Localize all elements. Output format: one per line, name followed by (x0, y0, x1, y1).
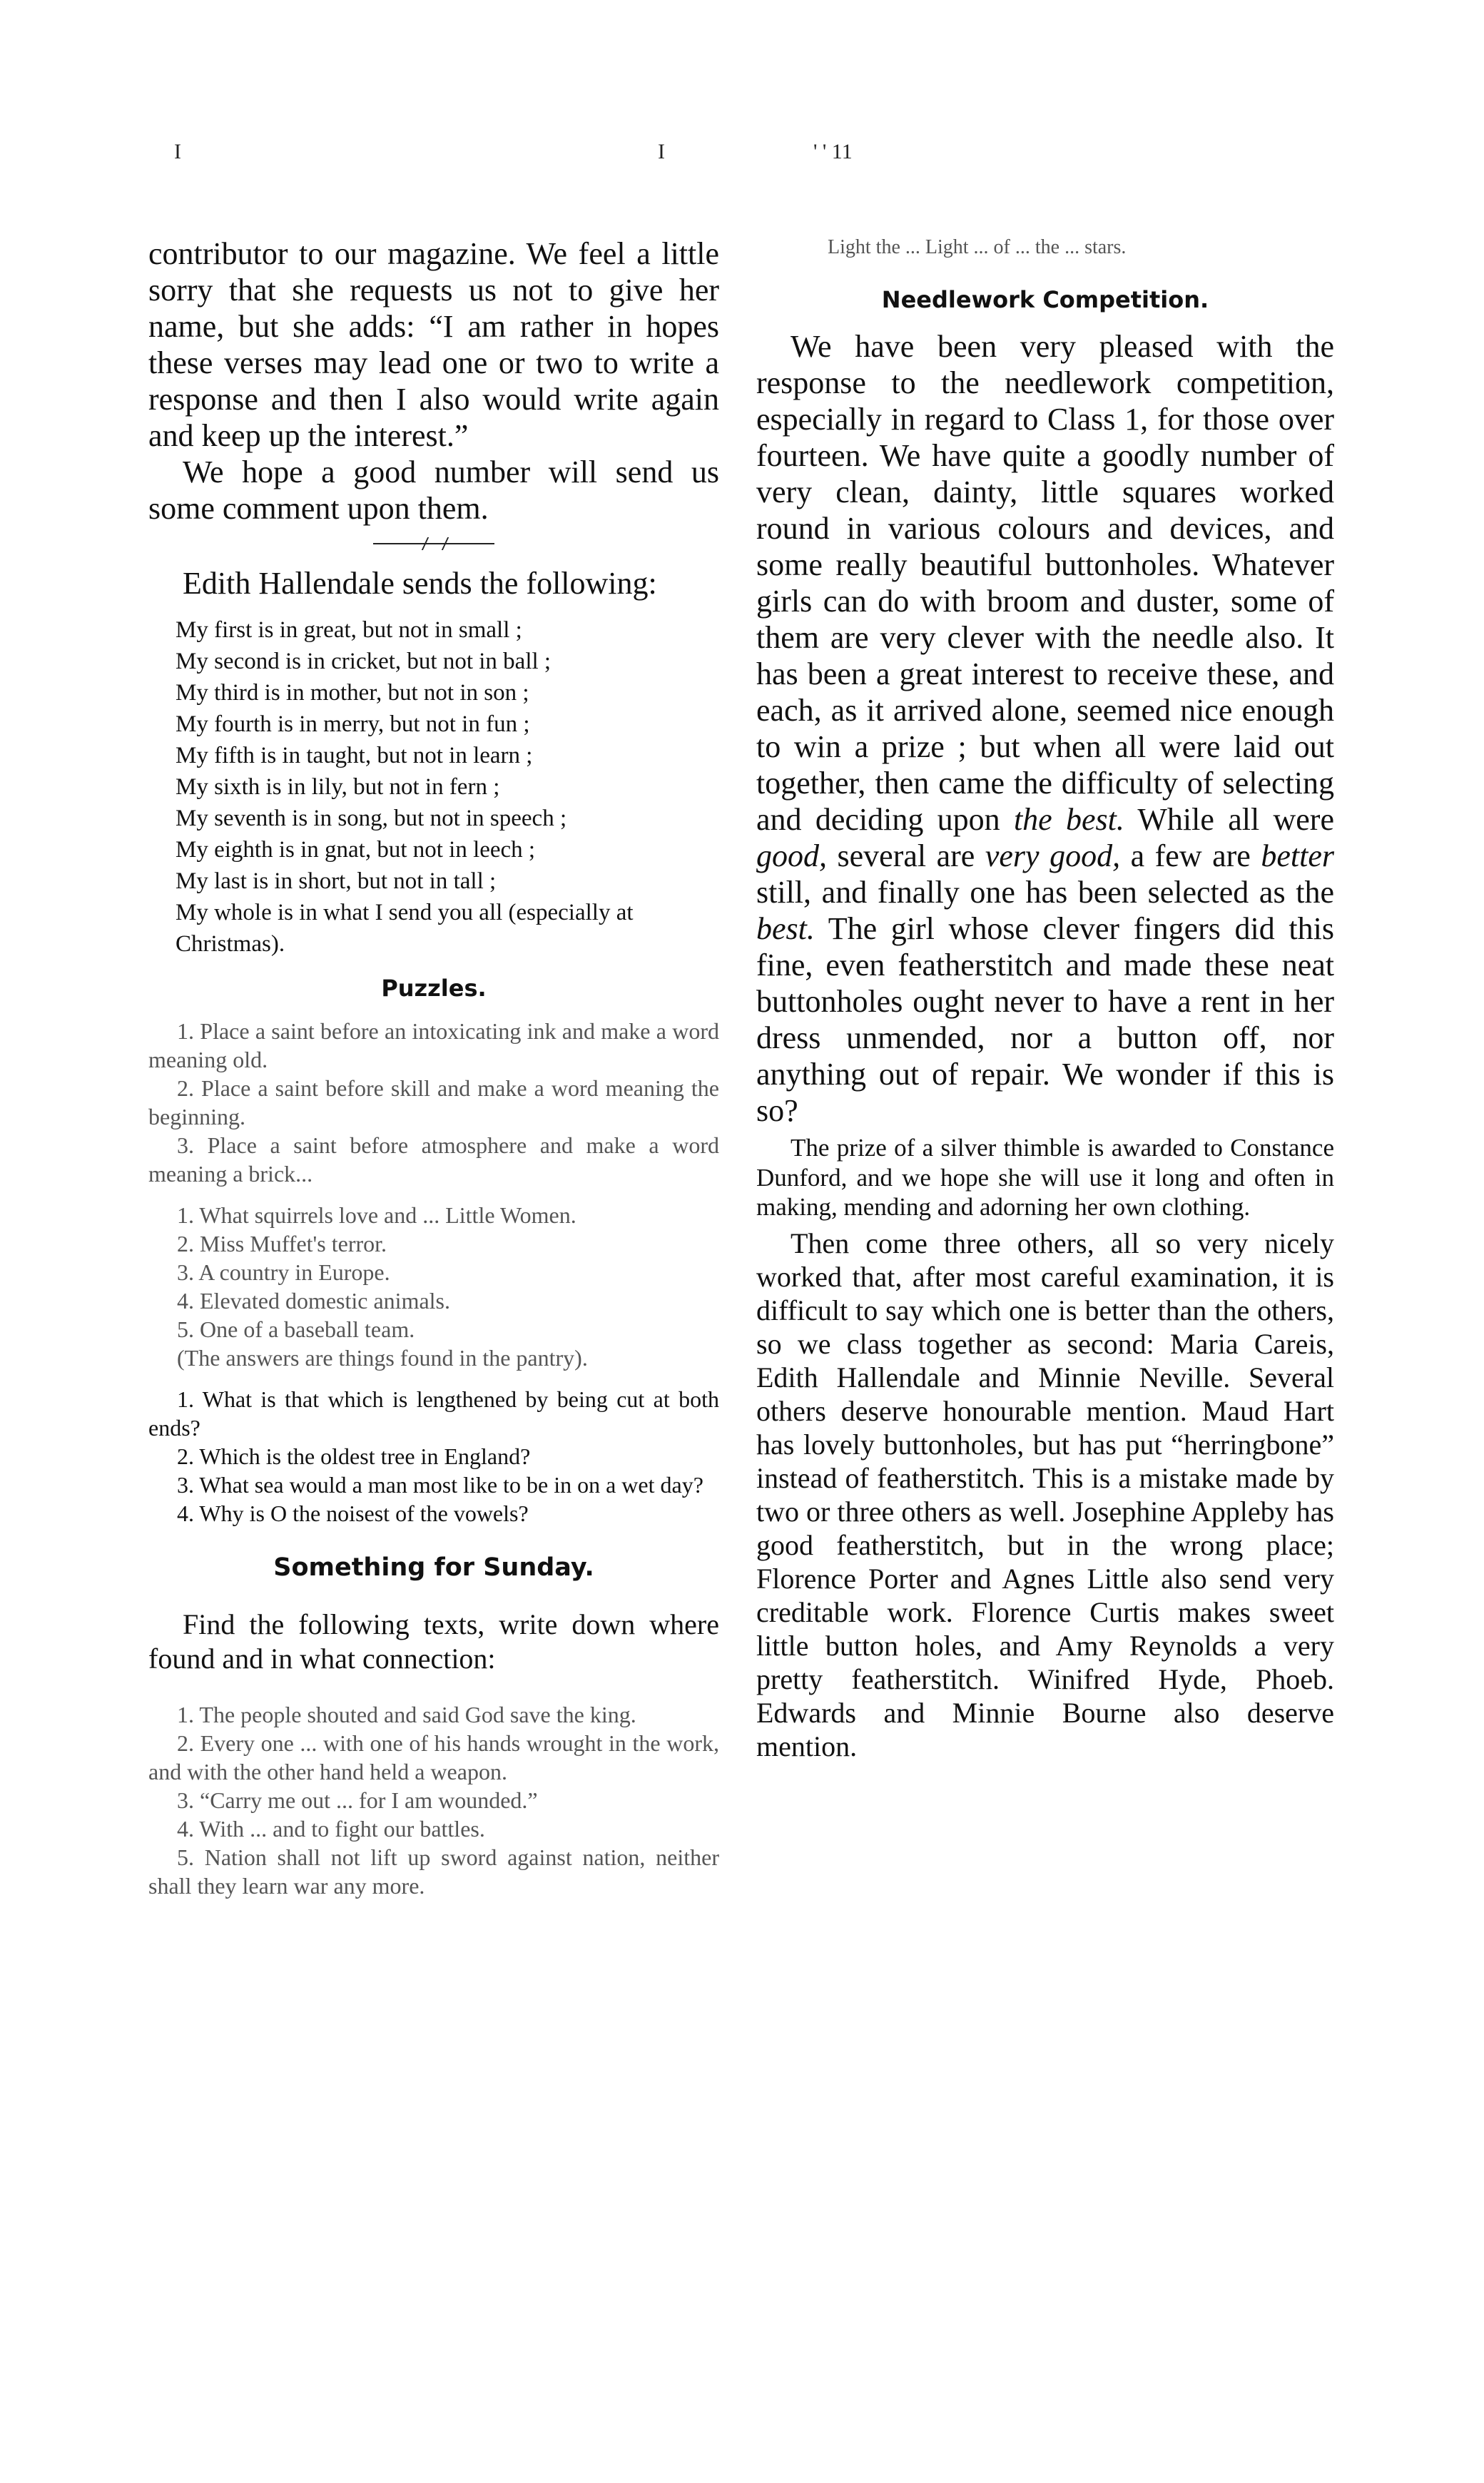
edith-intro: Edith Hallendale sends the following: (183, 566, 657, 601)
needlework-paragraph-1 (756, 328, 1334, 1129)
poem-last-line: My whole is in what I send you all (especially at Christmas). (176, 900, 634, 957)
poem-line: My fifth is in taught, but not in learn ; (176, 743, 533, 768)
pantry-item: 4. Elevated domestic animals. (177, 1288, 450, 1314)
riddle-item: 4. Why is O the noisest of the vowels? (177, 1501, 529, 1526)
pantry-item: 3. A country in Europe. (177, 1259, 390, 1285)
riddle-poem (176, 614, 719, 960)
nw-text: While all were (1124, 802, 1334, 837)
pantry-note: (The answers are things found in the pantry). (177, 1345, 588, 1371)
riddle-item: 3. What sea would a man most like to be in on a wet day? (177, 1472, 703, 1498)
emphasis-better: better (1261, 838, 1334, 873)
poem-line: My eighth is in gnat, but not in leech ; (176, 837, 536, 863)
sunday-item: 4. With ... and to fight our battles. (177, 1816, 485, 1842)
nw-text: The girl whose clever fingers did this fine, even featherstitch and made these neat buttonholes ought never to have a rent in her dress unmended, nor a button off, nor anything out of repair. We wonder if this is so? (756, 911, 1334, 1128)
needlework-paragraph-2: The prize of a silver thimble is awarded to Constance Dunford, and we hope she will use it long and often in making, mending and adorning her own clothing. (756, 1134, 1334, 1221)
pantry-item: 2. Miss Muffet's terror. (177, 1231, 387, 1256)
emphasis-good: good, (756, 838, 827, 873)
sunday-item: 1. The people shouted and said God save the king. (177, 1702, 636, 1727)
nw-text: a few are (1120, 838, 1261, 873)
contributor-paragraph: contributor to our magazine. We feel a little sorry that she requests us not to give her name, but she adds: “I am rather in hopes these verses may lead one or two to write a response and then I also would write again and keep up the interest.” (148, 236, 719, 453)
header-mark-right: ' ' 11 (813, 140, 853, 163)
sunday-intro: Find the following texts, write down where found and in what connection: (148, 1608, 719, 1675)
riddle-item: 1. What is that which is lengthened by being cut at both ends? (148, 1386, 719, 1441)
section-divider-ornament (373, 535, 494, 552)
poem-line: My sixth is in lily, but not in fern ; (176, 774, 500, 800)
poem-line: My first is in great, but not in small ; (176, 617, 522, 643)
nw-text: We have been very pleased with the response to the needlework competition, especially in regard to Class 1, for those over fourteen. We have quite a goodly number of very clean, dainty, little squares worked round in various colours and devices, and some really beautiful buttonholes. Whatever girls can do with broom and duster, some of them are very clever with the needle also. It has been a great interest to receive these, and each, as it arrived alone, seemed nice enough to win a prize ; but when all were laid out together, then came the difficulty of selecting and deciding upon (756, 329, 1334, 837)
right-column (756, 235, 1334, 1763)
riddle-item: 2. Which is the oldest tree in England? (177, 1443, 531, 1469)
pantry-item: 5. One of a baseball team. (177, 1316, 415, 1342)
poem-line: My last is in short, but not in tall ; (176, 868, 497, 894)
poem-line: My second is in cricket, but not in ball ; (176, 649, 552, 674)
puzzle-item: 2. Place a saint before skill and make a word meaning the beginning. (148, 1075, 719, 1129)
top-fragment: Light the ... Light ... of ... the ... stars. (828, 236, 1127, 258)
sunday-item: 2. Every one ... with one of his hands wrought in the work, and with the other hand held a weapon. (148, 1730, 719, 1784)
sunday-heading: Something for Sunday. (273, 1553, 594, 1582)
page-header (0, 140, 1484, 168)
header-mark-left: I (174, 140, 181, 163)
needlework-paragraph-3: Then come three others, all so very nicely worked that, after most careful examination, it is difficult to say which one is better than the others, so we class together as second: Maria Careis, Edith Hallendale and Minnie Neville. Several others deserve honourable mention. Maud Hart has lovely buttonholes, but has put “herringbone” instead of featherstitch. This is a mistake made by two or three others as well. Josephine Appleby has good featherstitch, but in the wrong place; Florence Porter and Agnes Little also send very creditable work. Florence Curtis makes sweet little button holes, and Amy Reynolds a very pretty featherstitch. Winifred Hyde, Phoeb. Edwards and Minnie Bourne also deserve mention. (756, 1227, 1334, 1762)
emphasis-very-good: very good, (985, 838, 1121, 873)
nw-text: still, and finally one has been selected as the (756, 875, 1334, 910)
poem-line: My seventh is in song, but not in speech ; (176, 806, 567, 831)
pantry-item: 1. What squirrels love and ... Little Women. (177, 1202, 576, 1228)
sunday-item: 3. “Carry me out ... for I am wounded.” (177, 1787, 538, 1813)
page-number: I (658, 140, 665, 163)
emphasis-best: best. (756, 911, 815, 946)
hope-paragraph: We hope a good number will send us some comment upon them. (148, 455, 719, 526)
puzzle-item: 1. Place a saint before an intoxicating ink and make a word meaning old. (148, 1018, 719, 1072)
puzzle-item: 3. Place a saint before atmosphere and make a word meaning a brick... (148, 1132, 719, 1187)
puzzles-heading: Puzzles. (381, 975, 487, 1002)
nw-text: several are (827, 838, 985, 873)
poem-line: My fourth is in merry, but not in fun ; (176, 711, 530, 737)
poem-line: My third is in mother, but not in son ; (176, 680, 529, 706)
needlework-heading: Needlework Competition. (881, 286, 1209, 313)
sunday-item: 5. Nation shall not lift up sword against nation, neither shall they learn war any more. (148, 1844, 719, 1899)
emphasis-the-best: the best. (1013, 802, 1124, 837)
left-column (148, 235, 719, 1900)
